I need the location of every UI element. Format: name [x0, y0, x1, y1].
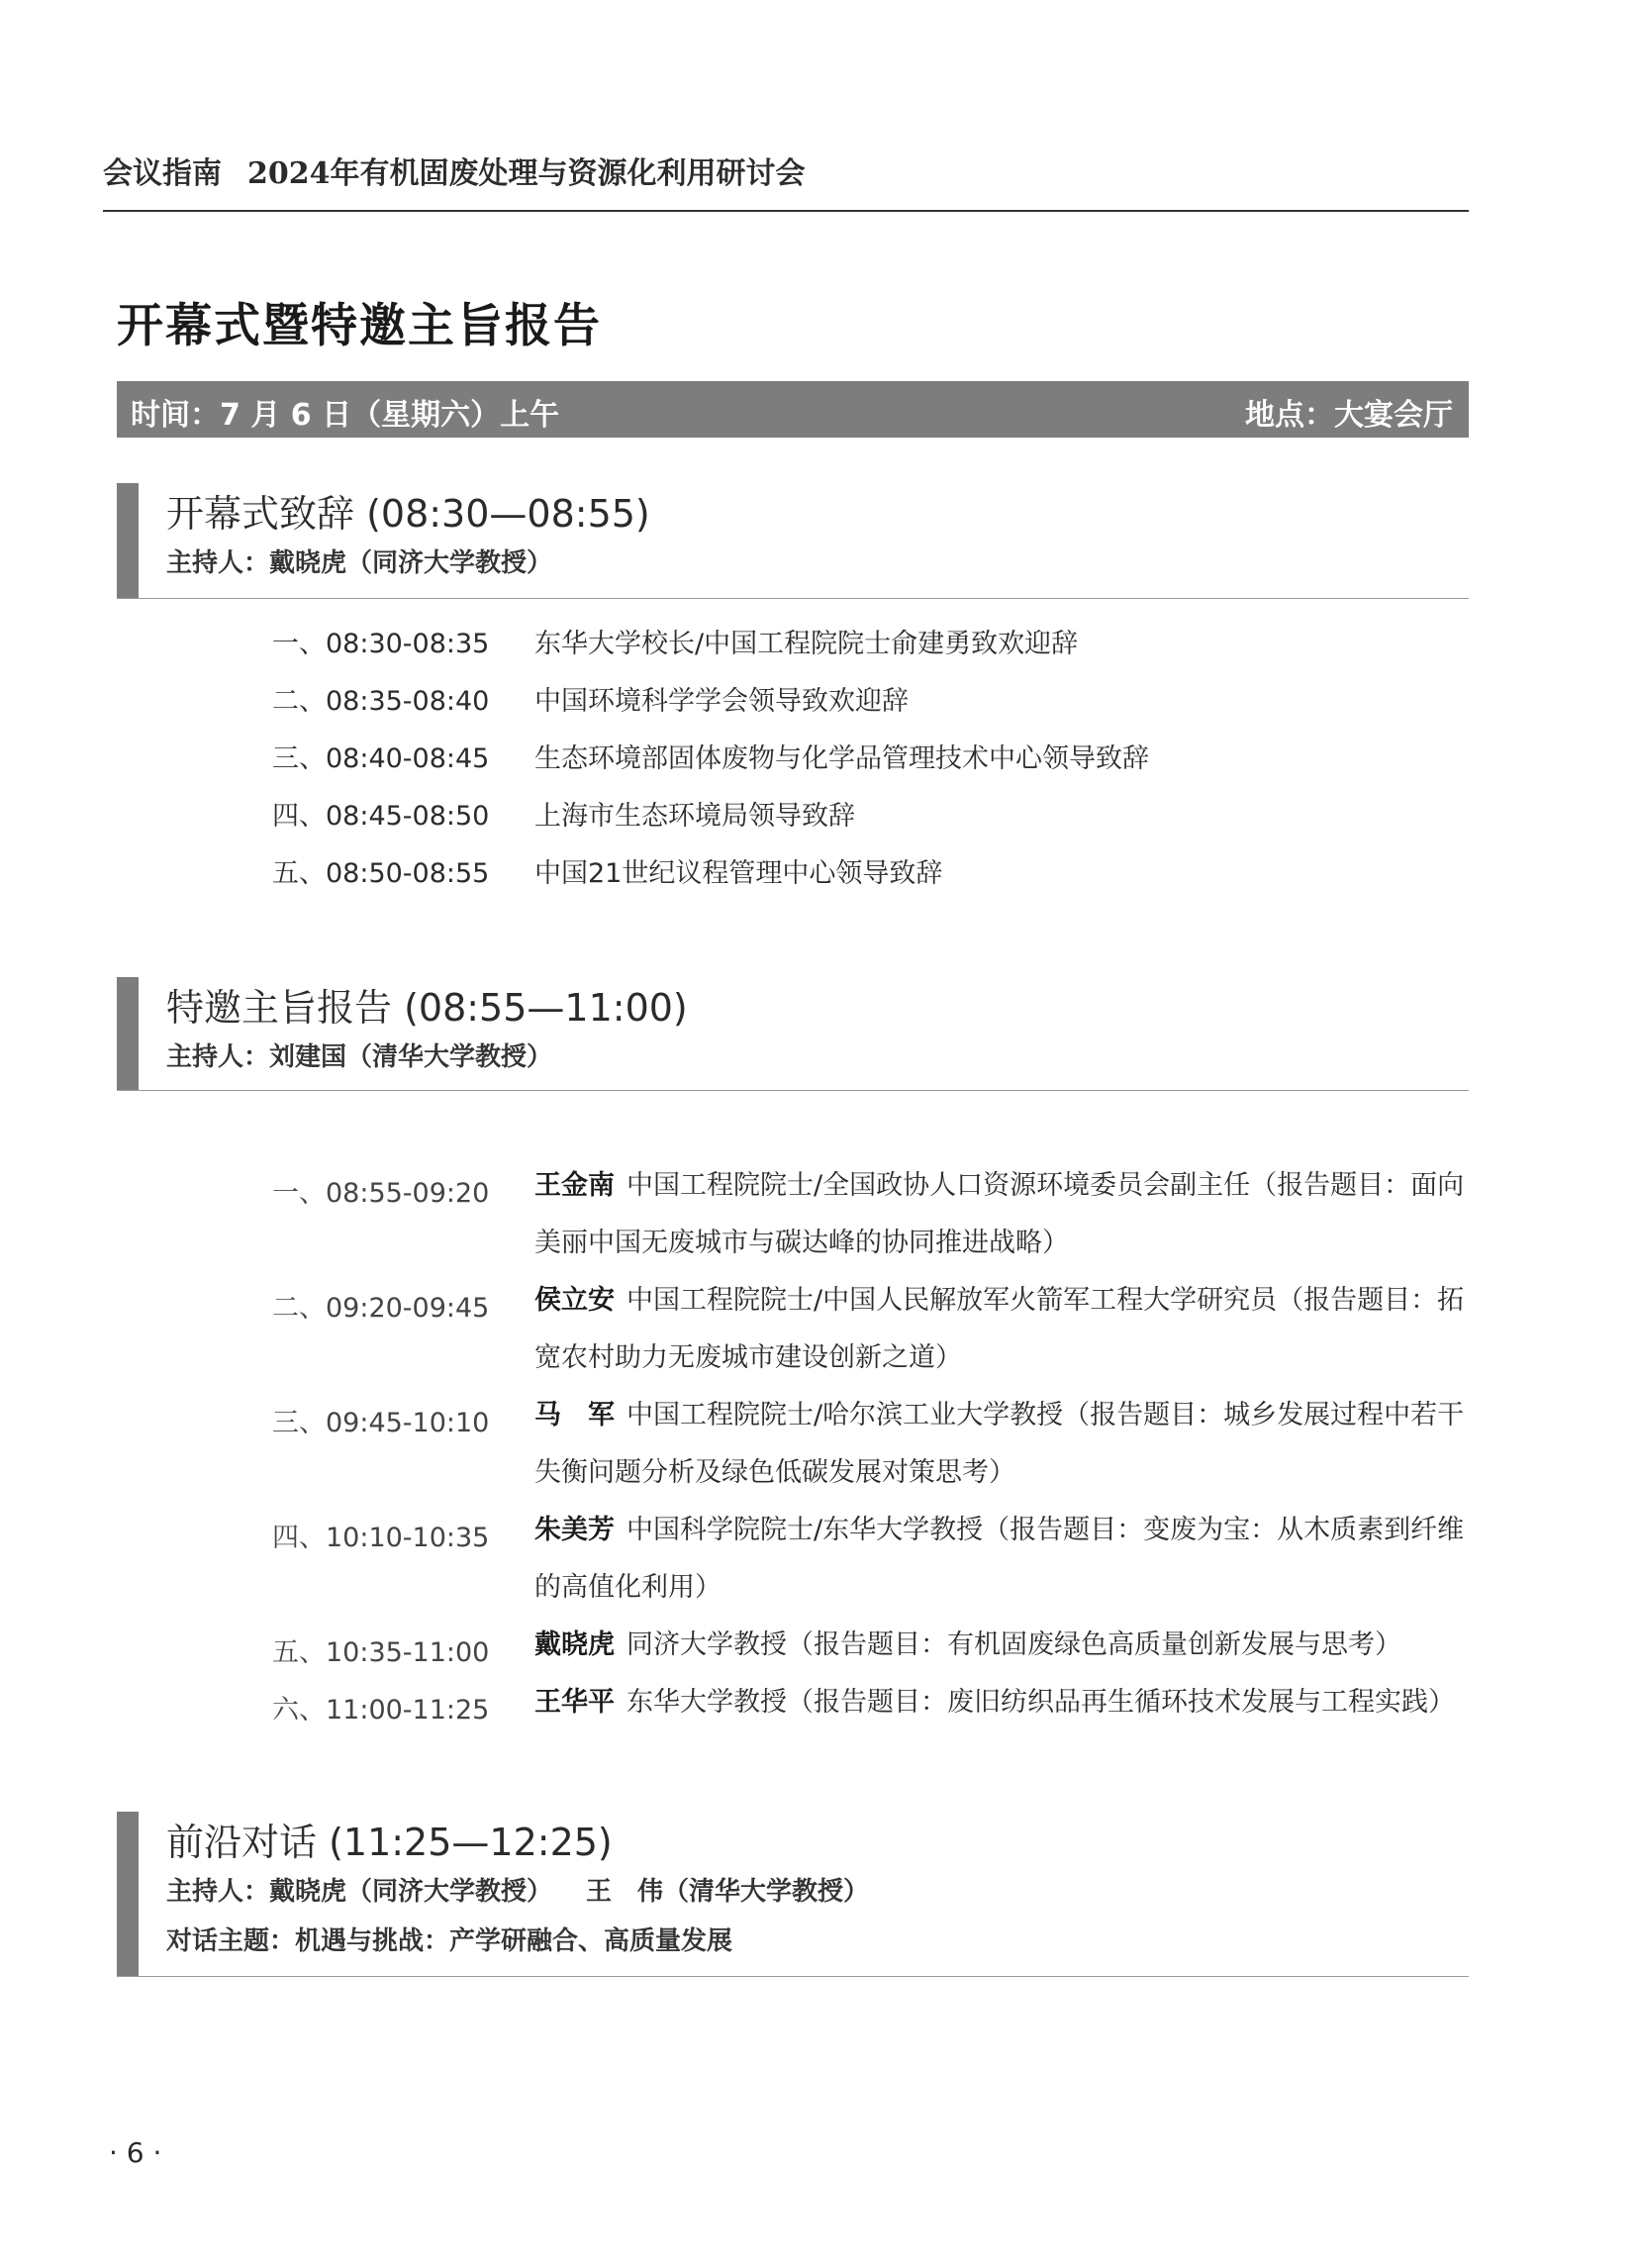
item-time: 二、08:35-08:40 [272, 686, 490, 717]
item-time: 五、08:50-08:55 [272, 858, 490, 889]
speaker-name: 王金南 [534, 1170, 615, 1201]
speaker-entry [534, 1502, 1470, 1617]
session-host: 主持人：戴晓虎（同济大学教授） [166, 548, 553, 578]
item-text: 中国环境科学学会领导致欢迎辞 [534, 686, 909, 717]
header-text [103, 148, 806, 192]
item-text: 生态环境部固体废物与化学品管理技术中心领导致辞 [534, 743, 1149, 774]
page-title: 开幕式暨特邀主旨报告 [117, 299, 602, 353]
item-time: 三、09:45-10:10 [272, 1408, 490, 1438]
speaker-text: 同济大学教授（报告题目：有机固废绿色高质量创新发展与思考） [626, 1629, 1401, 1660]
section-marker-bar [117, 1812, 139, 1976]
session-title: 开幕式致辞 (08:30—08:55) [166, 492, 650, 536]
item-time: 五、10:35-11:00 [272, 1637, 490, 1668]
session-header-dialogue [117, 1812, 1469, 1977]
page-header [103, 148, 1469, 212]
speaker-entry [534, 1387, 1470, 1502]
speaker-name: 戴晓虎 [534, 1629, 615, 1660]
item-time: 六、11:00-11:25 [272, 1695, 490, 1726]
session-header-keynote [117, 977, 1469, 1091]
speaker-entry [534, 1674, 1470, 1731]
item-time: 一、08:55-09:20 [272, 1178, 490, 1209]
session-host: 主持人：戴晓虎（同济大学教授） [166, 1877, 553, 1907]
speaker-text: 中国工程院院士/全国政协人口资源环境委员会副主任（报告题目：面向美丽中国无废城市与碳达峰的协同推进战略） [534, 1170, 1465, 1258]
speaker-text: 东华大学教授（报告题目：废旧纺织品再生循环技术发展与工程实践） [626, 1687, 1455, 1718]
item-time: 四、10:10-10:35 [272, 1523, 490, 1553]
speaker-name: 王华平 [534, 1687, 615, 1718]
item-time: 三、08:40-08:45 [272, 743, 490, 774]
session-time: 时间：7 月 6 日（星期六）上午 [131, 398, 560, 433]
speaker-name: 马 军 [534, 1400, 615, 1430]
speaker-entry [534, 1272, 1470, 1387]
page-number: · 6 · [109, 2136, 162, 2169]
session-host-2: 王 伟（清华大学教授） [586, 1877, 870, 1907]
session-venue: 地点：大宴会厅 [1245, 398, 1453, 433]
item-time: 四、08:45-08:50 [272, 801, 490, 832]
time-venue-bar [117, 381, 1469, 438]
speaker-text: 中国工程院院士/中国人民解放军火箭军工程大学研究员（报告题目：拓宽农村助力无废城市建设创新之道） [534, 1285, 1465, 1373]
header-conference: 2024年有机固废处理与资源化利用研讨会 [247, 156, 806, 191]
speaker-text: 中国工程院院士/哈尔滨工业大学教授（报告题目：城乡发展过程中若干失衡问题分析及绿色低碳发展对策思考） [534, 1400, 1465, 1488]
session-title: 特邀主旨报告 (08:55—11:00) [166, 986, 688, 1030]
speaker-name: 侯立安 [534, 1285, 615, 1316]
speaker-entry [534, 1617, 1470, 1674]
item-text: 中国21世纪议程管理中心领导致辞 [534, 858, 943, 889]
speaker-name: 朱美芳 [534, 1515, 615, 1545]
item-time: 二、09:20-09:45 [272, 1293, 490, 1324]
section-marker-bar [117, 483, 139, 598]
speaker-entry [534, 1157, 1470, 1272]
item-text: 东华大学校长/中国工程院院士俞建勇致欢迎辞 [534, 629, 1079, 659]
session-hosts [166, 1871, 869, 1908]
item-text: 上海市生态环境局领导致辞 [534, 801, 855, 832]
session-title: 前沿对话 (11:25—12:25) [166, 1821, 613, 1864]
item-time: 一、08:30-08:35 [272, 629, 490, 659]
session-host: 主持人：刘建国（清华大学教授） [166, 1042, 553, 1072]
section-marker-bar [117, 977, 139, 1090]
session-header-opening [117, 483, 1469, 599]
speaker-text: 中国科学院院士/东华大学教授（报告题目：变废为宝：从木质素到纤维的高值化利用） [534, 1515, 1465, 1603]
header-guide: 会议指南 [103, 156, 222, 191]
dialogue-topic: 对话主题：机遇与挑战：产学研融合、高质量发展 [166, 1926, 733, 1956]
